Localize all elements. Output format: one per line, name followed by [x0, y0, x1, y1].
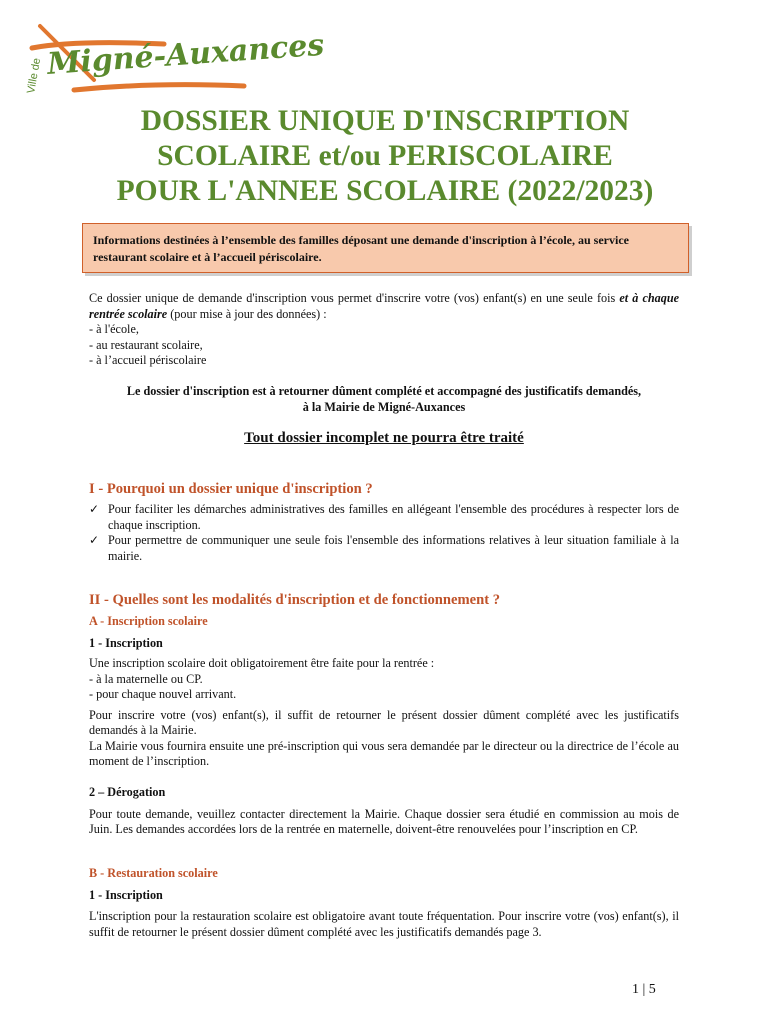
intro-item: - au restaurant scolaire, [89, 337, 203, 352]
subsection-a2-para: Pour toute demande, veuillez contacter directement la Mairie. Chaque dossier sera étudié en commission au mois de Juin. Les demandes accordées lors de la rentrée en maternelle, doivent-être renouvelées pour l’inscription en CP. [89, 806, 679, 836]
subsection-a1-line: Une inscription scolaire doit obligatoirement être faite pour la rentrée : [89, 656, 435, 670]
intro-block [89, 291, 679, 369]
subsection-a1-para-1: Pour inscrire votre (vos) enfant(s), il suffit de retourner le présent dossier dûment complété avec les justificatifs demandés à la Mairie. [89, 707, 679, 737]
subsection-a-heading: A - Inscription scolaire [89, 614, 208, 628]
section-1-list [89, 502, 679, 564]
list-item [89, 502, 679, 533]
info-box: Informations destinées à l’ensemble des familles déposant une demande d'inscription à l’école, au service restaurant scolaire et à l’accueil périscolaire. [82, 223, 689, 273]
list-item-text: Pour faciliter les démarches administratives des familles en allégeant l'ensemble des procédures à respecter lors de chaque inscription. [108, 502, 679, 532]
list-item [89, 533, 679, 564]
section-2-heading: II - Quelles sont les modalités d'inscription et de fonctionnement ? [89, 592, 501, 608]
subsection-b1-heading: 1 - Inscription [89, 887, 163, 902]
subsection-a1-heading: 1 - Inscription [89, 635, 163, 650]
intro-paragraph [89, 291, 679, 322]
section-1-heading: I - Pourquoi un dossier unique d'inscription ? [89, 481, 373, 497]
intro-item: - à l'école, [89, 322, 139, 336]
logo-name: Migné-Auxances [46, 27, 326, 82]
subsection-a1-item: - à la maternelle ou CP. [89, 671, 203, 686]
subsection-a1-item: - pour chaque nouvel arrivant. [89, 687, 237, 701]
return-notice [89, 384, 679, 415]
return-notice-line-1: Le dossier d'inscription est à retourner dûment complété et accompagné des justificatifs demandés, [126, 384, 642, 398]
section-2b-block [89, 866, 679, 940]
migne-auxances-logo [14, 10, 326, 106]
subsection-b1-para: L'inscription pour la restauration scolaire est obligatoire avant toute fréquentation. Pour inscrire votre (vos) enfant(s), il suffit de retourner le présent dossier dûment complété avec les justificatifs demandés page 3. [89, 909, 679, 939]
subsection-b-heading: B - Restauration scolaire [89, 866, 218, 880]
title-line-2: SCOLAIRE et/ou PERISCOLAIRE [157, 140, 613, 172]
title-line-1: DOSSIER UNIQUE D'INSCRIPTION [140, 105, 630, 137]
page-title [40, 104, 730, 209]
subsection-a1-para-2: La Mairie vous fournira ensuite une pré-inscription qui vous sera demandée par le directeur ou la directrice de l’école au moment de l’inscription. [89, 738, 679, 768]
subsection-a2-heading: 2 – Dérogation [89, 785, 166, 799]
return-notice-line-2: à la Mairie de Migné-Auxances [302, 399, 466, 414]
section-2a2-block [89, 785, 679, 838]
section-2a-block [89, 614, 679, 770]
intro-text-before: Ce dossier unique de demande d'inscription vous permet d'inscrire votre (vos) enfant(s) en une seule fois [89, 291, 620, 305]
page-number: 1 | 5 [632, 982, 656, 997]
intro-item: - à l’accueil périscolaire [89, 353, 207, 367]
check-icon: ✓ [89, 533, 100, 547]
intro-emphasis: et à chaque rentrée scolaire [89, 291, 680, 321]
check-icon: ✓ [89, 502, 100, 516]
list-item-text: Pour permettre de communiquer une seule fois l'ensemble des informations relatives à leur situation familiale à la mairie. [108, 533, 679, 563]
intro-text-after: (pour mise à jour des données) : [167, 306, 327, 321]
title-line-3: POUR L'ANNEE SCOLAIRE (2022/2023) [116, 175, 654, 207]
logo-prefix: Ville de [25, 57, 44, 95]
incomplete-notice: Tout dossier incomplet ne pourra être traité [244, 430, 524, 446]
